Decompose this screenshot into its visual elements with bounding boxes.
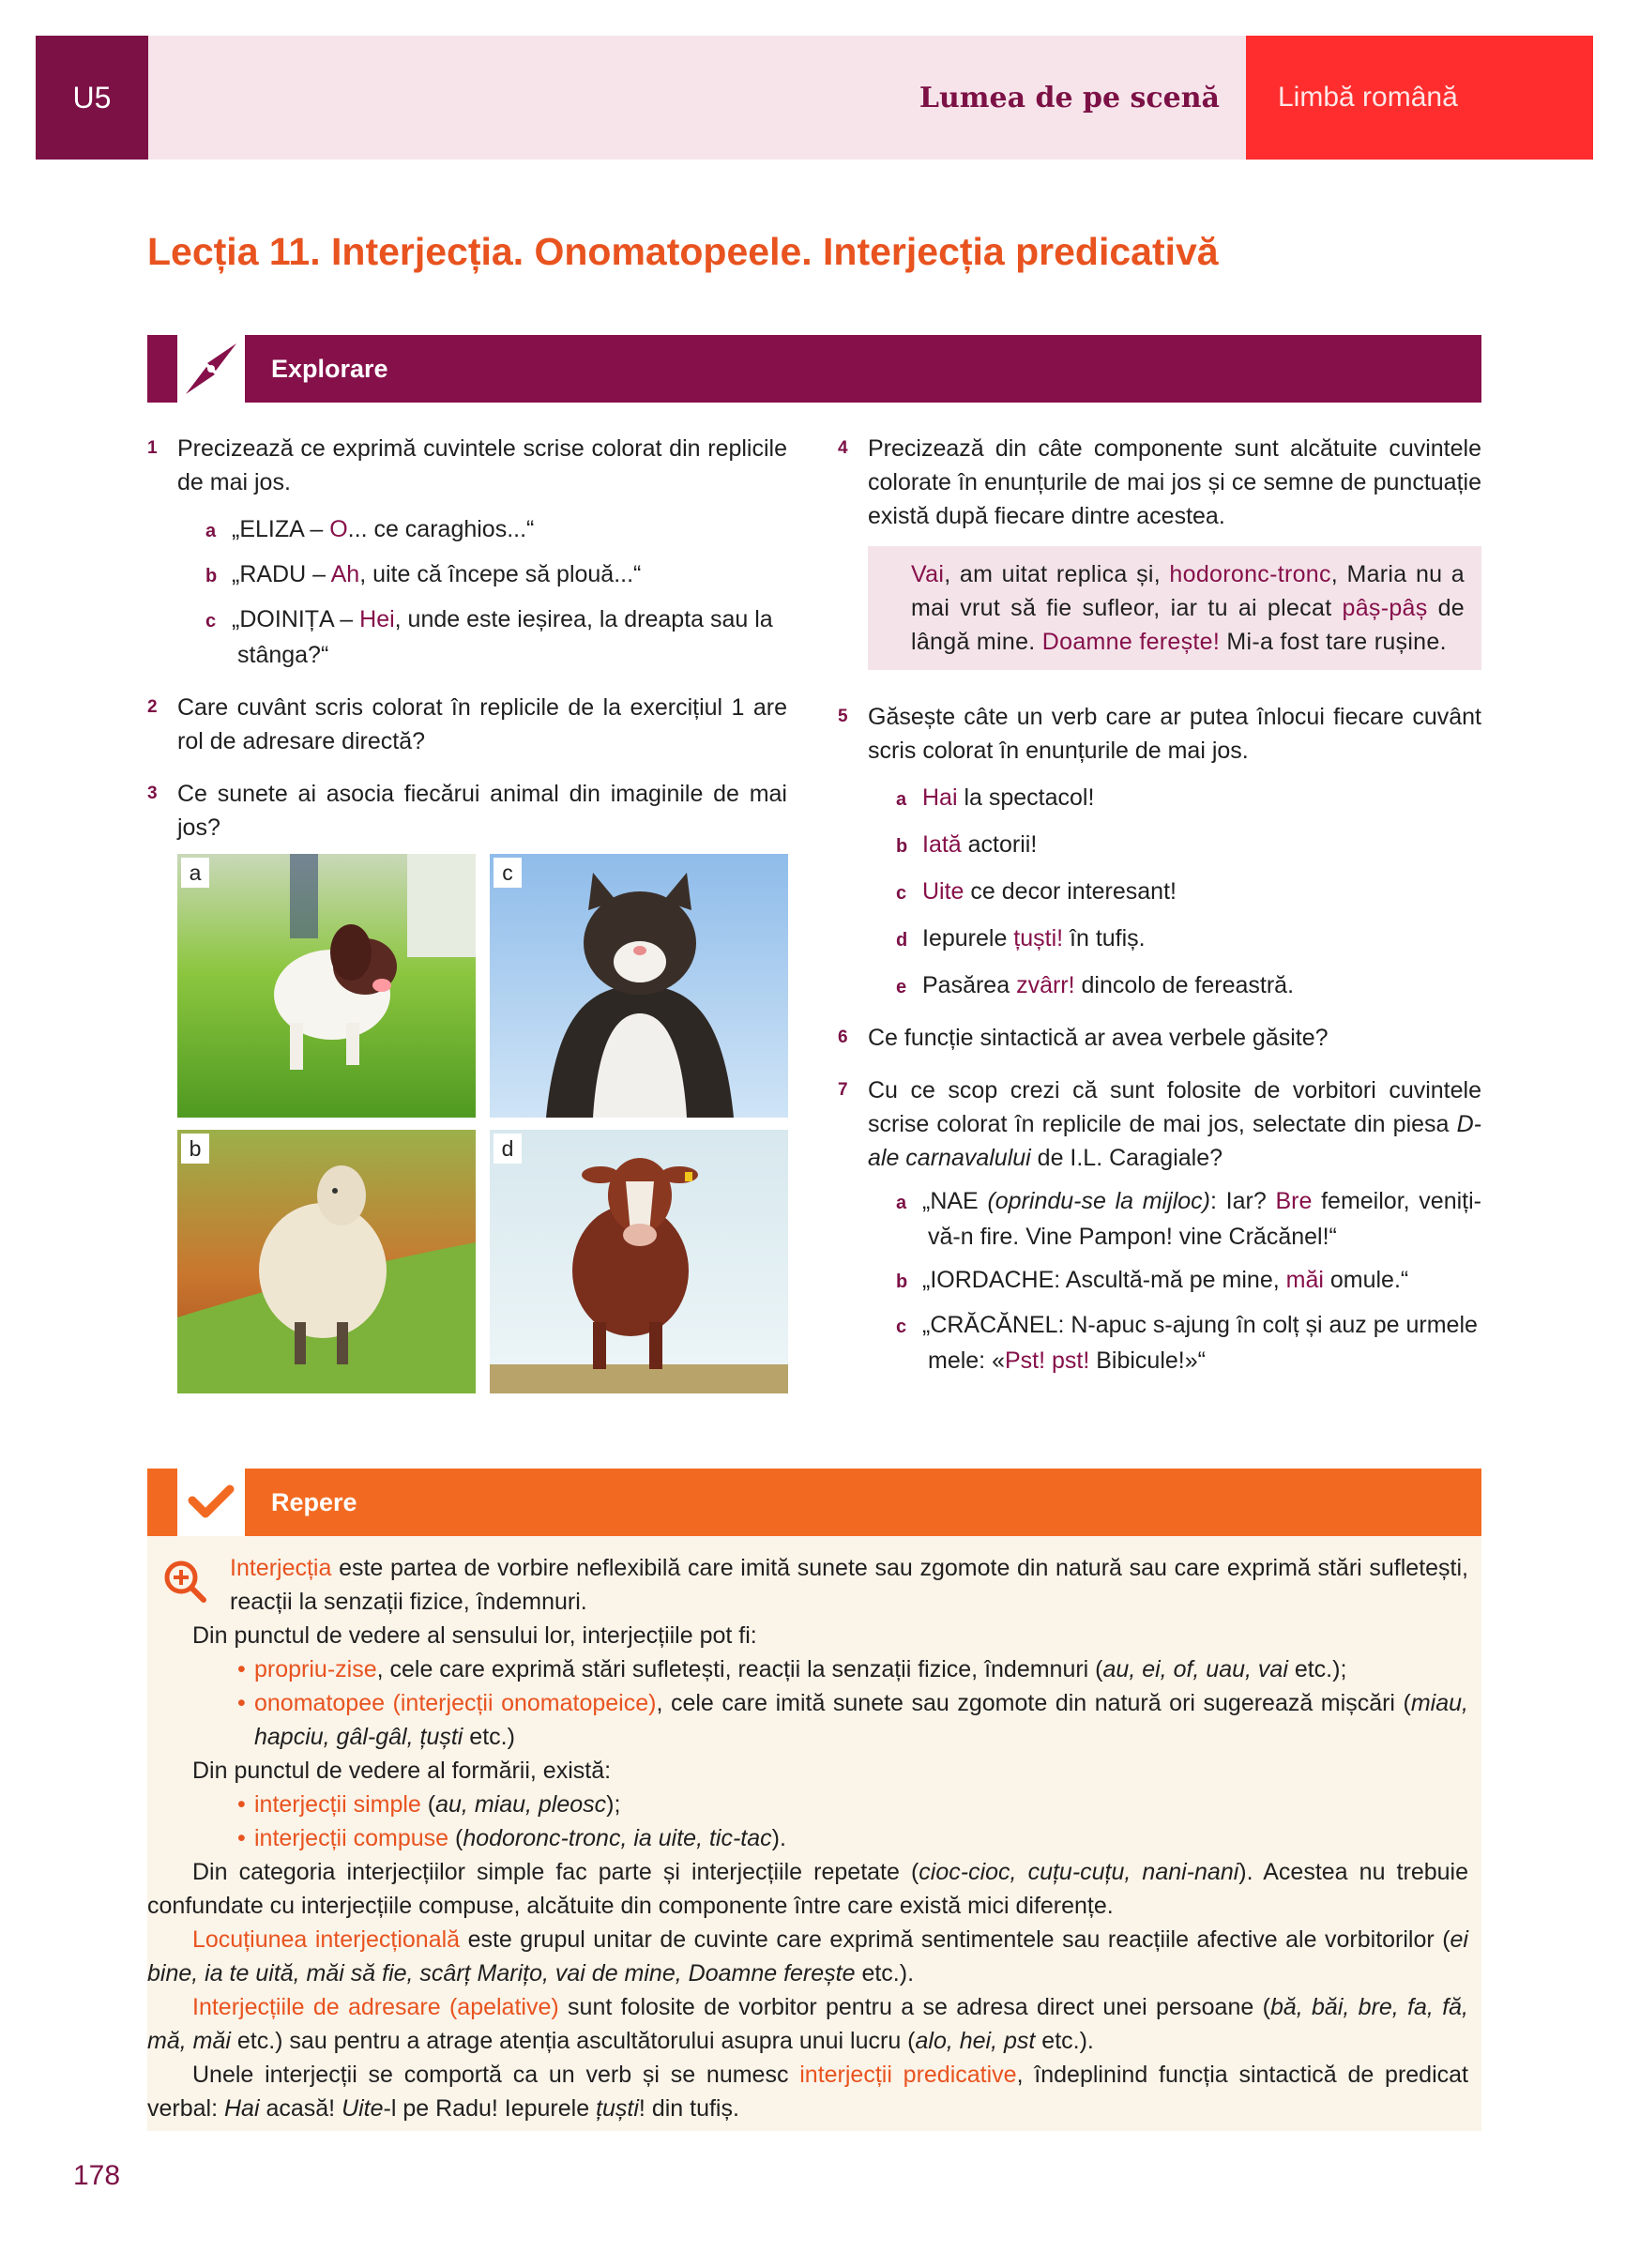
list-item: b „RADU – Ah, uite că începe să plouă...“ bbox=[205, 561, 642, 587]
exercise-6 bbox=[838, 1021, 1481, 1055]
paragraph: Din punctul de vedere al sensului lor, interjecțiile pot fi: bbox=[192, 1622, 757, 1649]
exercise-text: Care cuvânt scris colorat în replicile de la exercițiul 1 are rol de adresare directă? bbox=[177, 694, 787, 754]
paragraph: Din categoria interjecțiilor simple fac parte și interjecțiile repetate (cioc-cioc, cuțu-cuțu, nani-nani). Acestea nu trebuie confundate cu interjecțiile compuse, alcătuite din componente între care există mici diferențe. bbox=[147, 1859, 1468, 1919]
exercise-text: Ce sunete ai asocia fiecărui animal din imaginile de mai jos? bbox=[177, 781, 787, 841]
list-item: a „ELIZA – O... ce caraghios...“ bbox=[205, 516, 535, 542]
left-column bbox=[147, 432, 787, 1393]
list-item: c „CRĂCĂNEL: N-apuc s-ajung în colț și auz pe urmele mele: «Pst! pst! Bibicule!»“ bbox=[896, 1312, 1478, 1374]
list-item: c Uite ce decor interesant! bbox=[896, 878, 1177, 905]
magnifier-icon bbox=[162, 1559, 207, 1613]
compass-icon bbox=[177, 335, 245, 403]
exercise-number: 2 bbox=[147, 697, 158, 717]
cow-photo bbox=[490, 1130, 788, 1393]
repere-content bbox=[147, 1536, 1481, 2131]
list-item: b „IORDACHE: Ascultă-mă pe mine, măi omule.“ bbox=[896, 1267, 1409, 1293]
cat-photo bbox=[490, 854, 788, 1118]
photo-label: b bbox=[181, 1134, 209, 1164]
exercise-number: 6 bbox=[838, 1027, 848, 1047]
subject-label: Limbă română bbox=[1246, 36, 1593, 160]
exercise-text: Găsește câte un verb care ar putea înlocui fiecare cuvânt scris colorat în enunțurile de mai jos. bbox=[868, 704, 1481, 764]
exercise-3 bbox=[147, 777, 787, 845]
list-item: b Iată actorii! bbox=[896, 831, 1038, 858]
exercise-text: Precizează ce exprimă cuvintele scrise colorat din replicile de mai jos. bbox=[177, 435, 787, 495]
exercise-number: 3 bbox=[147, 784, 158, 803]
list-item: e Pasărea zvârr! dincolo de fereastră. bbox=[896, 972, 1295, 998]
list-item: c „DOINIȚA – Hei, unde este ieșirea, la dreapta sau la stânga?“ bbox=[205, 606, 773, 668]
exercise-number: 1 bbox=[147, 438, 158, 458]
paragraph: Din punctul de vedere al formării, există: bbox=[192, 1758, 612, 1784]
photo-label: c bbox=[494, 858, 522, 888]
explorare-bar bbox=[147, 335, 1481, 403]
animal-photos bbox=[177, 854, 787, 1393]
chapter-title: Lumea de pe scenă bbox=[919, 81, 1220, 114]
checkmark-icon bbox=[177, 1469, 245, 1536]
paragraph: Interjecțiile de adresare (apelative) sunt folosite de vorbitor pentru a se adresa direct unei persoane (bă, băi, bre, fa, fă, mă, măi etc.) sau pentru a atrage atenția ascultătorului asupra unui lucru (alo, hei, pst etc.). bbox=[147, 1994, 1468, 2054]
photo-label: d bbox=[494, 1134, 522, 1164]
right-column bbox=[838, 432, 1481, 1378]
exercise-1 bbox=[147, 432, 787, 499]
photo-label: a bbox=[181, 858, 209, 888]
exercise-7: 7 Cu ce scop crezi că sunt folosite de vorbitori cuvintele scrise colorat în replicile de mai jos, selectate din piesa D-ale carnavalului de I.L. Caragiale? bbox=[838, 1073, 1481, 1175]
quote-box: Vai, am uitat replica și, hodoronc-tronc, Maria nu a mai vrut să fie sufleor, iar tu ai plecat pâș-pâș de lângă mine. Doamne ferește! Mi-a fost tare rușine. bbox=[868, 546, 1481, 670]
exercise-text: Precizează din câte componente sunt alcătuite cuvintele colorate în enunțurile de mai jos și ce semne de punctuație există după fiecare dintre acestea. bbox=[868, 435, 1481, 529]
paragraph: Unele interjecții se comportă ca un verb și se numesc interjecții predicative, îndeplinind funcția sintactică de predicat verbal: Hai acasă! Uite-l pe Radu! Iepurele țuști! din tufiș. bbox=[147, 2062, 1468, 2122]
dog-photo bbox=[177, 854, 476, 1118]
bullet-item: • onomatopee (interjecții onomatopeice), cele care imită sunete sau zgomote din natură ori sugerează mișcări (miau, hapciu, gâl-gâl, țuști etc.) bbox=[237, 1690, 1468, 1750]
repere-bar bbox=[147, 1469, 1481, 1536]
bullet-item: • propriu-zise, cele care exprimă stări sufletești, reacții la senzații fizice, îndemnuri (au, ei, of, uau, vai etc.); bbox=[237, 1656, 1347, 1682]
list-item: a Hai la spectacol! bbox=[896, 784, 1095, 811]
unit-label: U5 bbox=[36, 36, 148, 160]
exercise-2 bbox=[147, 691, 787, 758]
sheep-photo bbox=[177, 1130, 476, 1393]
exercise-5 bbox=[838, 700, 1481, 768]
exercise-text: Ce funcție sintactică ar avea verbele găsite? bbox=[868, 1025, 1329, 1051]
exercise-number: 4 bbox=[838, 438, 848, 458]
paragraph: Locuțiunea interjecțională este grupul unitar de cuvinte care exprimă sentimentele sau reacțiile afective ale vorbitorilor (ei bine, ia te uită, măi să fie, scârț Marițo, vai de mine, Doamne ferește etc.). bbox=[147, 1926, 1468, 1986]
list-item: a „NAE (oprindu-se la mijloc): Iar? Bre femeilor, veniți-vă-n fire. Vine Pampon! vine Crăcănel!“ bbox=[896, 1188, 1481, 1250]
list-item: d Iepurele țuști! în tufiș. bbox=[896, 925, 1146, 951]
page-number: 178 bbox=[73, 2160, 121, 2191]
exercise-4 bbox=[838, 432, 1481, 533]
definition-paragraph: Interjecția este partea de vorbire neflexibilă care imită sunete sau zgomote din natură sau care exprimă stări sufletești, reacții la senzații fizice, îndemnuri. bbox=[230, 1555, 1468, 1615]
header-band bbox=[148, 36, 1246, 160]
bullet-item: • interjecții compuse (hodoronc-tronc, ia uite, tic-tac). bbox=[237, 1825, 786, 1851]
lesson-title: Lecția 11. Interjecția. Onomatopeele. Interjecția predicativă bbox=[147, 230, 1219, 273]
exercise-number: 7 bbox=[838, 1080, 848, 1100]
exercise-number: 5 bbox=[838, 707, 848, 726]
bullet-item: • interjecții simple (au, miau, pleosc); bbox=[237, 1791, 621, 1818]
section-title-repere: Repere bbox=[245, 1469, 1481, 1536]
section-title-explorare: Explorare bbox=[245, 335, 1481, 403]
